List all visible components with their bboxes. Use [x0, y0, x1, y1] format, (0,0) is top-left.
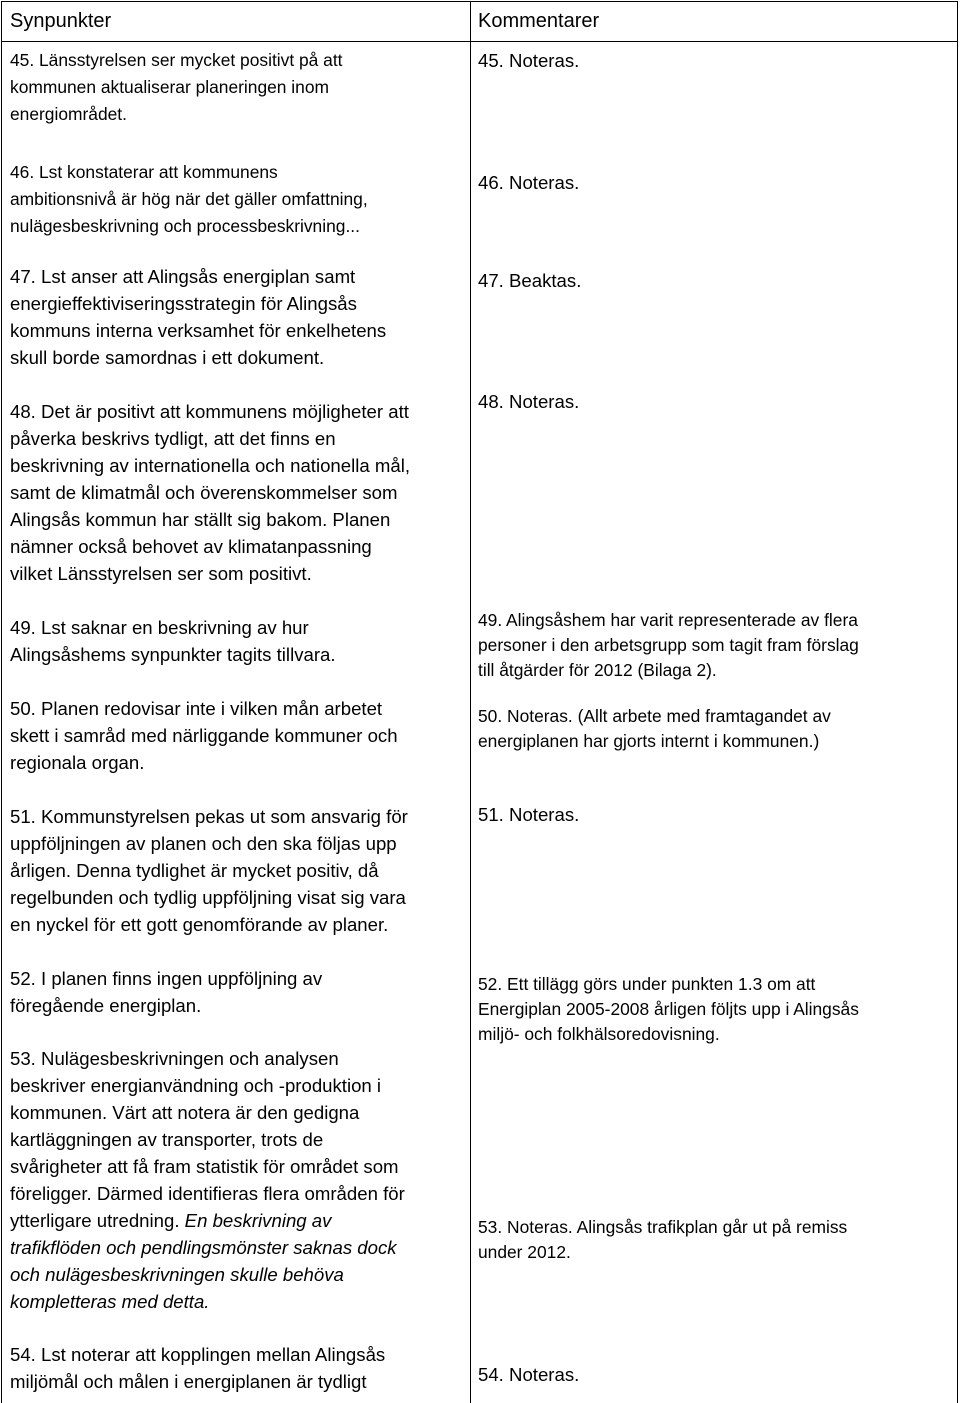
kommentar-49: 49. Alingsåshem har varit representerade av flera personer i den arbetsgrupp som tagit fram förslag till åtgärder för 2012 (Bilaga 2). — [478, 610, 859, 680]
kommentar-47: 47. Beaktas. — [478, 270, 582, 291]
synpunkt-50: 50. Planen redovisar inte i vilken mån arbetet skett i samråd med närliggande kommuner och regionala organ. — [10, 698, 398, 773]
kommentar-50: 50. Noteras. (Allt arbete med framtagandet av energiplanen har gjorts internt i kommunen.) — [478, 706, 831, 751]
kommentar-52: 52. Ett tillägg görs under punkten 1.3 om att Energiplan 2005-2008 årligen följts upp i Alingsås miljö- och folkhälsoredovisning. — [478, 974, 859, 1044]
kommentar-46: 46. Noteras. — [478, 172, 580, 193]
column-divider — [470, 1, 471, 1403]
synpunkt-49: 49. Lst saknar en beskrivning av hur Alingsåshems synpunkter tagits tillvara. — [10, 617, 336, 665]
header-divider — [1, 41, 958, 42]
synpunkt-45: 45. Länsstyrelsen ser mycket positivt på att kommunen aktualiserar planeringen inom energiområdet. — [10, 50, 343, 124]
kommentar-45: 45. Noteras. — [478, 50, 580, 71]
synpunkt-52: 52. I planen finns ingen uppföljning av föregående energiplan. — [10, 968, 323, 1016]
synpunkt-51: 51. Kommunstyrelsen pekas ut som ansvarig för uppföljningen av planen och den ska följas upp årligen. Denna tydlighet är mycket positiv, då regelbunden och tydlig uppföljning visat sig vara en nyckel för ett gott genomförande av planer. — [10, 806, 408, 935]
kommentar-48: 48. Noteras. — [478, 391, 580, 412]
header-synpunkter: Synpunkter — [10, 10, 112, 32]
synpunkt-53-mixed-line: ytterligare utredning. En beskrivning av — [10, 1210, 332, 1231]
kommentar-53: 53. Noteras. Alingsås trafikplan går ut på remiss under 2012. — [478, 1217, 848, 1262]
synpunkt-47: 47. Lst anser att Alingsås energiplan samt energieffektiviseringsstrategin för Alingsås kommuns interna verksamhet för enkelhetens skull borde samordnas i ett dokument. — [10, 266, 387, 368]
synpunkt-46: 46. Lst konstaterar att kommunens ambitionsnivå är hög när det gäller omfattning, nulägesbeskrivning och processbeskrivning... — [10, 162, 368, 236]
header-kommentarer: Kommentarer — [478, 10, 600, 32]
synpunkt-53: 53. Nulägesbeskrivningen och analysen beskriver energianvändning och -produktion i kommunen. Värt att notera är den gedigna kartläggningen av transporter, trots de svårigheter att få fram statistik för området som föreligger. Därmed identifieras flera områden för ytterligare utredning. En beskrivning av trafikflöden och pendlingsmönster saknas dock och nulägesbeskrivningen skulle behöva kompletteras med detta. — [10, 1048, 405, 1312]
synpunkt-54: 54. Lst noterar att kopplingen mellan Alingsås miljömål och målen i energiplanen är tydligt — [10, 1344, 386, 1392]
kommentar-54: 54. Noteras. — [478, 1364, 580, 1385]
kommentar-51: 51. Noteras. — [478, 804, 580, 825]
synpunkt-48: 48. Det är positivt att kommunens möjligheter att påverka beskrivs tydligt, att det finns en beskrivning av internationella och nationella mål, samt de klimatmål och överenskommelser som Alingsås kommun har ställt sig bakom. Planen nämner också behovet av klimatanpassning vilket Länsstyrelsen ser som positivt. — [10, 401, 411, 584]
